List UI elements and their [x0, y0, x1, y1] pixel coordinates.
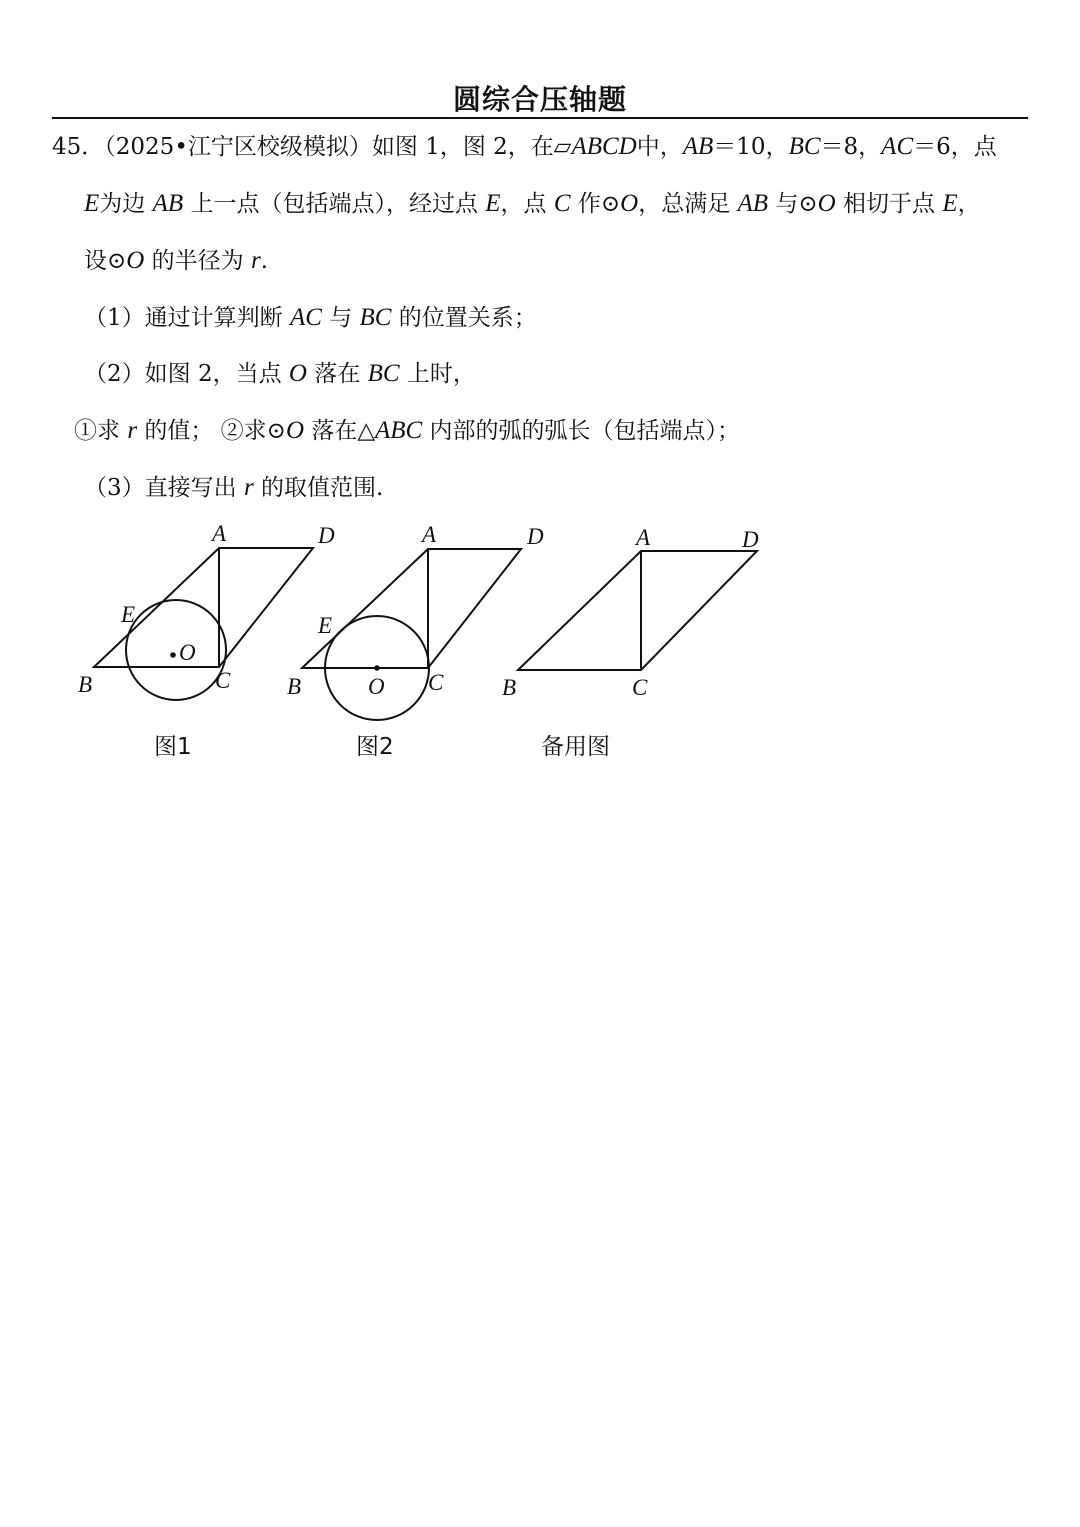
fig1-label-e: E: [121, 602, 136, 627]
question-2-subparts: ①求 r 的值； ②求⊙O 落在△ABC 内部的弧的弧长（包括端点）；: [74, 417, 741, 444]
figure-backup: [518, 551, 757, 670]
fig2-label-d: D: [527, 524, 544, 549]
question-1: （1）通过计算判断 AC 与 BC 的位置关系；: [84, 304, 537, 331]
fig1-label-c: C: [215, 668, 231, 693]
fig1-label-a: A: [212, 521, 227, 546]
fig2-parallelogram: [302, 549, 521, 668]
page-title: 圆综合压轴题: [452, 83, 627, 116]
fig3-caption: 备用图: [541, 734, 610, 760]
problem-line-3: 设⊙O 的半径为 r.: [84, 247, 269, 274]
fig2-label-o: O: [368, 674, 385, 699]
problem-source: （2025•江宁区校级模拟）: [104, 134, 372, 160]
fig3-label-a: A: [636, 525, 651, 550]
problem-line-1: 45．（2025•江宁区校级模拟）如图 1，图 2，在▱ABCD中，AB＝10，BC＝8，AC＝6，点: [52, 133, 997, 160]
fig3-label-d: D: [742, 527, 759, 552]
problem-number: 45．: [52, 134, 105, 160]
fig2-caption: 图2: [356, 734, 394, 760]
fig1-circle-o: [126, 600, 226, 700]
figure-2: [302, 549, 521, 720]
fig3-parallelogram: [518, 551, 757, 670]
question-2: （2）如图 2，当点 O 落在 BC 上时，: [84, 360, 476, 387]
fig2-label-a: A: [422, 522, 437, 547]
fig2-label-b: B: [287, 674, 302, 699]
fig1-center-dot: [170, 652, 176, 658]
problem-line-2: E为边 AB 上一点（包括端点），经过点 E，点 C 作⊙O，总满足 AB 与⊙O 相切于点 E，: [84, 190, 981, 217]
figures: [0, 510, 820, 770]
fig1-label-o: O: [179, 640, 196, 665]
fig3-label-b: B: [502, 675, 517, 700]
fig1-label-d: D: [318, 523, 335, 548]
question-3: （3）直接写出 r 的取值范围.: [84, 474, 384, 501]
fig1-caption: 图1: [154, 734, 192, 760]
fig2-center-dot: [374, 665, 380, 671]
fig2-label-c: C: [428, 670, 444, 695]
title-divider: [52, 117, 1028, 119]
fig2-label-e: E: [318, 613, 333, 638]
fig3-label-c: C: [632, 675, 648, 700]
fig1-label-b: B: [78, 672, 93, 697]
